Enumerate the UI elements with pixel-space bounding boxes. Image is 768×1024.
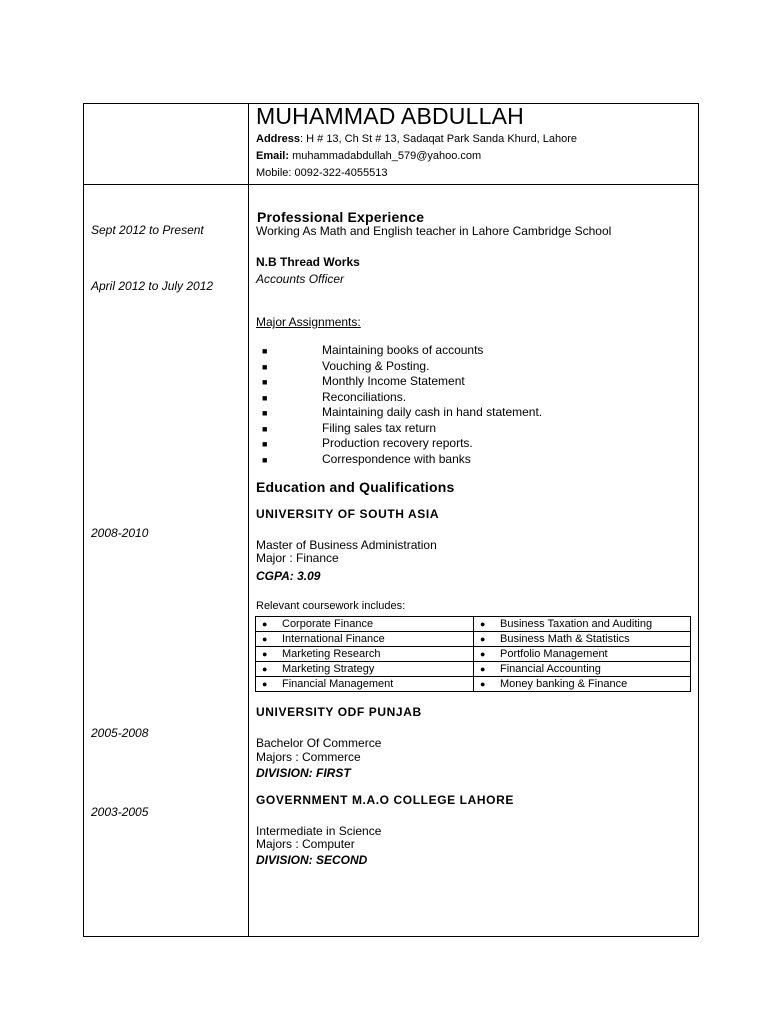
coursework-table [255,616,691,692]
university-name: UNIVERSITY ODF PUNJAB [256,705,422,719]
square-bullet-icon: ■ [262,408,268,418]
date-current-job: Sept 2012 to Present [91,223,204,237]
address-line [256,133,577,145]
table-cell [256,632,474,647]
mobile-line: Mobile: 0092-322-4055513 [256,167,388,179]
table-row [256,617,691,632]
list-item: Maintaining books of accounts [322,343,484,357]
major: Majors : Commerce [256,750,361,764]
table-cell [256,677,474,692]
email-label: Email: [256,150,290,162]
job-role: Accounts Officer [256,272,345,286]
course-name: Financial Accounting [500,662,601,675]
table-cell [256,647,474,662]
course-name: Portfolio Management [500,647,608,660]
course-name: Financial Management [282,677,394,690]
address-value: : H # 13, Ch St # 13, Sadaqat Park Sanda Khurd, Lahore [300,133,578,145]
square-bullet-icon: ■ [262,455,268,465]
bullet-icon: ● [262,618,268,629]
course-name: Business Taxation and Auditing [500,617,653,630]
grade: DIVISION: SECOND [256,853,368,867]
bullet-icon: ● [480,648,486,659]
list-item: Maintaining daily cash in hand statement. [322,405,543,419]
table-cell [474,647,691,662]
table-cell [474,617,691,632]
table-row [256,677,691,692]
bullet-icon: ● [480,618,486,629]
major: Major : Finance [256,551,339,565]
square-bullet-icon: ■ [262,439,268,449]
square-bullet-icon: ■ [262,393,268,403]
list-item: Monthly Income Statement [322,374,465,388]
course-name: Marketing Research [282,647,381,660]
education-heading: Education and Qualifications [256,479,455,495]
current-job: Working As Math and English teacher in Lahore Cambridge School [256,224,612,238]
square-bullet-icon: ■ [262,362,268,372]
email-line [256,150,481,162]
grade: CGPA: 3.09 [256,569,321,583]
bullet-icon: ● [480,663,486,674]
bullet-icon: ● [262,648,268,659]
date-punjab: 2005-2008 [91,726,149,740]
university-name: UNIVERSITY OF SOUTH ASIA [256,507,440,521]
list-item: Reconciliations. [322,390,407,404]
major: Majors : Computer [256,837,355,851]
bullet-icon: ● [480,633,486,644]
table-cell [474,662,691,677]
company-name: N.B Thread Works [256,255,360,269]
table-cell [474,632,691,647]
date-mao: 2003-2005 [91,805,149,819]
coursework-label: Relevant coursework includes: [256,600,406,612]
experience-heading: Professional Experience [257,209,425,225]
course-name: Marketing Strategy [282,662,375,675]
list-item: Vouching & Posting. [322,359,430,373]
college-name: GOVERNMENT M.A.O COLLEGE LAHORE [256,793,514,807]
course-name: Corporate Finance [282,617,374,630]
assignments-heading: Major Assignments: [256,315,361,329]
column-divider [248,103,249,937]
table-cell [474,677,691,692]
course-name: Business Math & Statistics [500,632,630,645]
table-row [256,632,691,647]
candidate-name: MUHAMMAD ABDULLAH [256,103,524,129]
degree: Master of Business Administration [256,538,437,552]
bullet-icon: ● [262,678,268,689]
square-bullet-icon: ■ [262,424,268,434]
bullet-icon: ● [480,678,486,689]
square-bullet-icon: ■ [262,377,268,387]
list-item: Production recovery reports. [322,436,473,450]
table-row [256,647,691,662]
course-name: International Finance [282,632,385,645]
list-item: Filing sales tax return [322,421,437,435]
degree: Bachelor Of Commerce [256,736,382,750]
table-cell [256,662,474,677]
course-name: Money banking & Finance [500,677,628,690]
bullet-icon: ● [262,633,268,644]
list-item: Correspondence with banks [322,452,471,466]
degree: Intermediate in Science [256,824,382,838]
table-row [256,662,691,677]
square-bullet-icon: ■ [262,346,268,356]
bullet-icon: ● [262,663,268,674]
table-cell [256,617,474,632]
date-usa: 2008-2010 [91,526,149,540]
header-divider [83,184,699,185]
address-label: Address [256,133,301,145]
email-value: muhammadabdullah_579@yahoo.com [289,150,482,162]
grade: DIVISION: FIRST [256,766,351,780]
date-thread-works: April 2012 to July 2012 [91,279,214,293]
